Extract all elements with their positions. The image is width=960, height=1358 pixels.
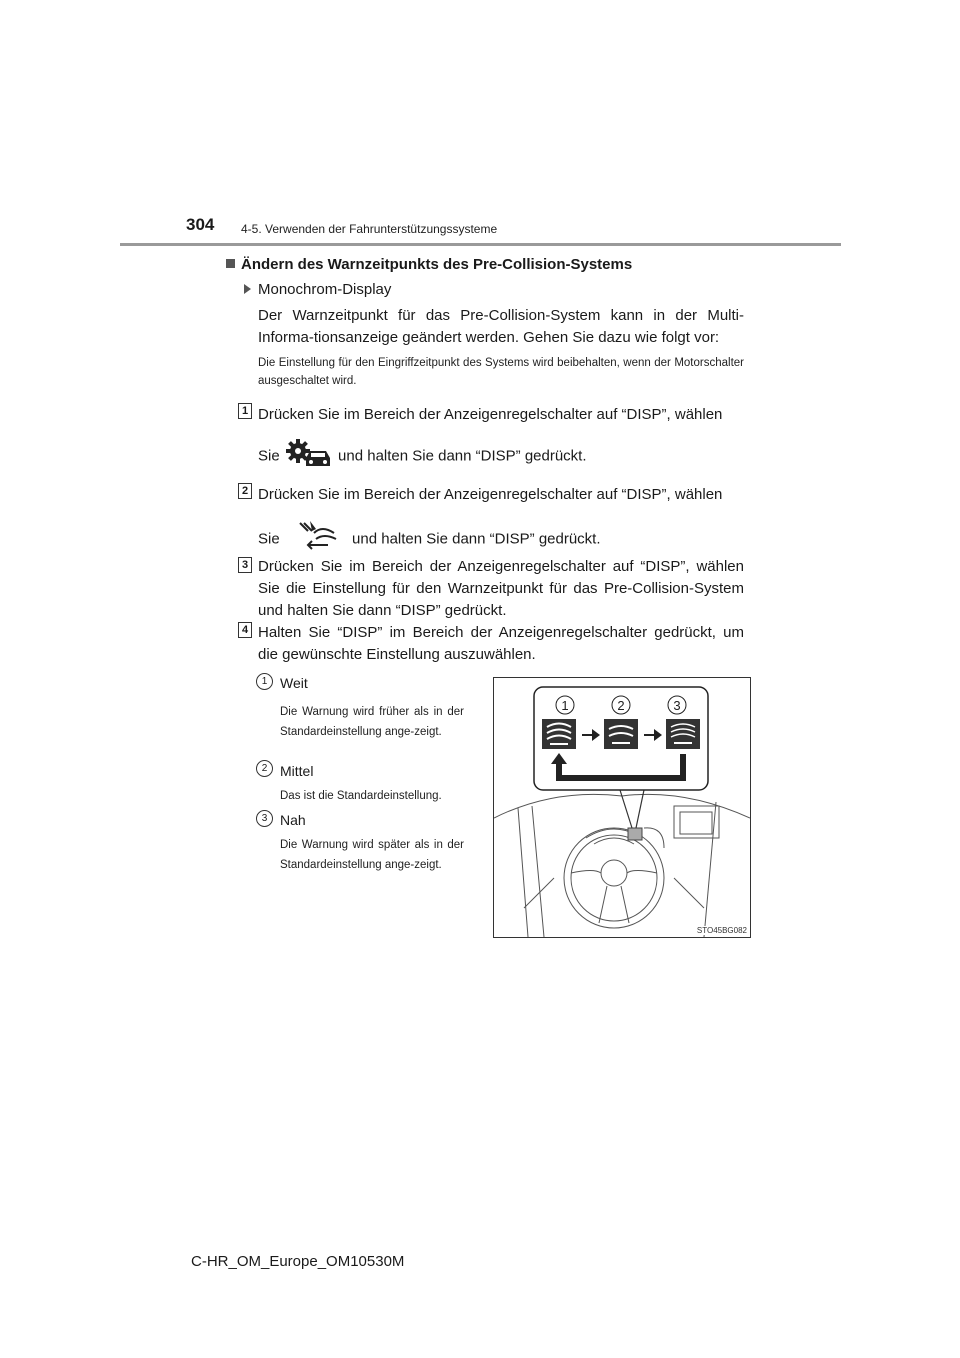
step-1-line1: Drücken Sie im Bereich der Anzeigenregelschalter auf “DISP”, wählen xyxy=(258,406,723,423)
figure-illustration xyxy=(493,677,751,938)
bullet-text: Monochrom-Display xyxy=(258,281,392,298)
option-number-2: 2 xyxy=(256,760,273,777)
step-number-4: 4 xyxy=(238,622,252,638)
note-paragraph: Die Einstellung für den Eingriffzeitpunkt des Systems wird beibehalten, wenn der Motorschalter ausgeschaltet wird. xyxy=(258,357,744,387)
footer-code: C-HR_OM_Europe_OM10530M xyxy=(191,1253,405,1270)
option-2-desc: Das ist die Standardeinstellung. xyxy=(280,790,442,802)
step-1-post: und halten Sie dann “DISP” gedrückt. xyxy=(338,447,587,465)
step-1-pre: Sie xyxy=(258,447,280,465)
intro-paragraph: Der Warnzeitpunkt für das Pre-Collision-System kann in der Multi-Informa-tionsanzeige geändert werden. Gehen Sie dazu wie folgt vor: xyxy=(258,307,744,346)
figure-label-2: 2 xyxy=(617,698,625,713)
step-2-line2 xyxy=(258,519,658,560)
step-4-text: Halten Sie “DISP” im Bereich der Anzeigenregelschalter gedrückt, um die gewünschte Einstellung auszuwählen. xyxy=(258,624,744,663)
step-number-2: 2 xyxy=(238,483,252,499)
triangle-bullet-icon xyxy=(244,284,251,294)
step-2-post: und halten Sie dann “DISP” gedrückt. xyxy=(352,530,601,548)
square-bullet-icon xyxy=(226,259,235,268)
step-3-text: Drücken Sie im Bereich der Anzeigenregelschalter auf “DISP”, wählen Sie die Einstellung für den Warnzeitpunkt für das Pre-Collision-System und halten Sie dann “DISP” gedrückt. xyxy=(258,558,744,619)
pre-collision-icon xyxy=(294,519,342,560)
figure-code: STO45BG082 xyxy=(696,926,747,935)
step-2-line1: Drücken Sie im Bereich der Anzeigenregelschalter auf “DISP”, wählen xyxy=(258,486,723,503)
page-number: 304 xyxy=(186,215,215,234)
option-number-1: 1 xyxy=(256,673,273,690)
step-1-line2 xyxy=(258,438,658,475)
heading xyxy=(226,256,632,273)
option-3-desc: Die Warnung wird später als in der Standardeinstellung ange-zeigt. xyxy=(280,839,464,871)
figure-label-3: 3 xyxy=(673,698,681,713)
header-rule xyxy=(120,243,841,246)
section-title: 4-5. Verwenden der Fahrunterstützungssysteme xyxy=(241,222,498,236)
step-2-pre: Sie xyxy=(258,530,280,548)
option-3-title: Nah xyxy=(280,812,306,828)
option-1-desc: Die Warnung wird früher als in der Standardeinstellung ange-zeigt. xyxy=(280,706,464,738)
step-number-1: 1 xyxy=(238,403,252,419)
step-number-3: 3 xyxy=(238,557,252,573)
bullet-item xyxy=(244,281,391,298)
option-2-title: Mittel xyxy=(280,763,314,779)
option-number-3: 3 xyxy=(256,810,273,827)
figure-label-1: 1 xyxy=(561,698,569,713)
heading-text: Ändern des Warnzeitpunkts des Pre-Collision-Systems xyxy=(241,256,633,273)
settings-car-icon xyxy=(284,438,334,475)
option-1-title: Weit xyxy=(280,675,308,691)
